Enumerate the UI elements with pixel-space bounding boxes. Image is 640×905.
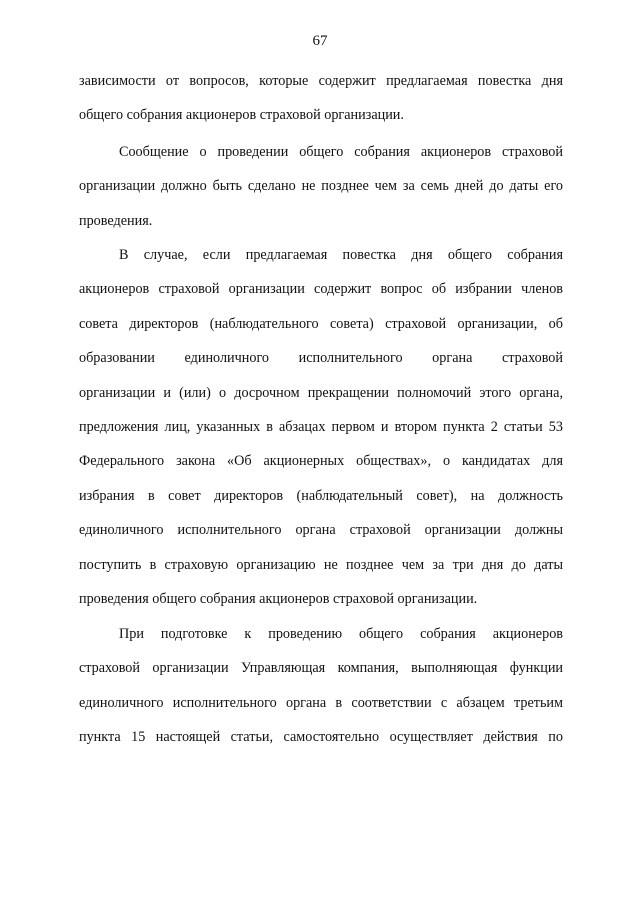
paragraph-line: страховой организации Управляющая компания, выполняющая функции: [79, 660, 563, 677]
paragraph-line: пункта 15 настоящей статьи, самостоятельно осуществляет действия по: [79, 729, 563, 746]
paragraph-line: При подготовке к проведению общего собрания акционеров: [119, 626, 563, 642]
paragraph-2: [79, 135, 563, 238]
paragraph-line: В случае, если предлагаемая повестка дня общего собрания: [119, 247, 563, 263]
paragraph-line: Сообщение о проведении общего собрания акционеров страховой: [119, 144, 563, 160]
paragraph-line: единоличного исполнительного органа в соответствии с абзацем третьим: [79, 694, 563, 711]
paragraph-line: образовании единоличного исполнительного органа страховой: [79, 350, 563, 367]
paragraph-3: [79, 238, 563, 616]
paragraph-line: Федерального закона «Об акционерных обществах», о кандидатах для: [79, 453, 563, 470]
paragraph-line: совета директоров (наблюдательного совета) страховой организации, об: [79, 315, 563, 332]
paragraph-4: [79, 617, 563, 755]
paragraph-line: избрания в совет директоров (наблюдательный совет), на должность: [79, 487, 563, 504]
paragraph-line: проведения общего собрания акционеров страховой организации.: [79, 590, 478, 607]
paragraph-line: акционеров страховой организации содержит вопрос об избрании членов: [79, 281, 563, 298]
paragraph-line: общего собрания акционеров страховой организации.: [79, 107, 404, 124]
paragraph-line: предложения лиц, указанных в абзацах первом и втором пункта 2 статьи 53: [79, 418, 563, 435]
paragraph-line: организации и (или) о досрочном прекращении полномочий этого органа,: [79, 384, 563, 401]
page-number: 67: [312, 33, 328, 49]
paragraph-line: поступить в страховую организацию не позднее чем за три дня до даты: [79, 556, 563, 573]
paragraph-line: зависимости от вопросов, которые содержит предлагаемая повестка дня: [79, 73, 563, 89]
paragraph-line: организации должно быть сделано не позднее чем за семь дней до даты его: [79, 178, 563, 195]
paragraph-line: единоличного исполнительного органа страховой организации должны: [79, 522, 563, 539]
paragraph-1: [79, 64, 563, 133]
paragraph-line: проведения.: [79, 212, 153, 229]
